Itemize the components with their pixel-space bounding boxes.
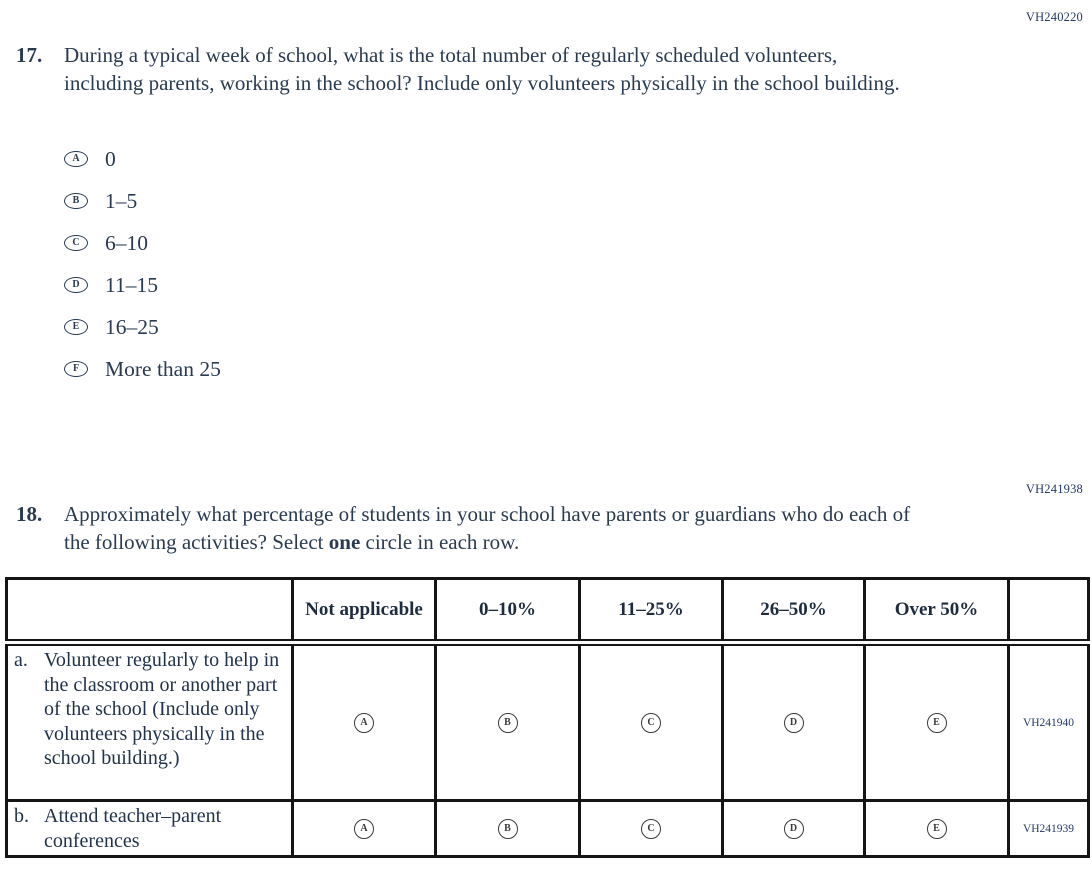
bubble-letter: A [360, 717, 368, 728]
row-a-cell-not-applicable [293, 643, 436, 801]
row-b-stub [7, 801, 293, 857]
answer-bubble-e[interactable] [64, 319, 88, 335]
bubble-letter: B [504, 823, 511, 834]
option-d-label: 11–15 [105, 272, 158, 297]
row-b-bubble-d[interactable] [784, 819, 804, 839]
question-18-text [64, 500, 926, 556]
row-a-bubble-b[interactable] [498, 713, 518, 733]
header-code-empty [1009, 579, 1089, 643]
question-18-bold-word: one [328, 530, 361, 554]
bubble-letter: C [647, 823, 655, 834]
option-b [64, 180, 221, 222]
option-a-label: 0 [105, 146, 116, 171]
bubble-letter: E [72, 321, 80, 332]
answer-bubble-f[interactable] [64, 361, 88, 377]
bubble-letter: B [72, 195, 80, 206]
question-17-options [64, 138, 221, 390]
bubble-letter: A [72, 153, 80, 164]
row-b-label: Attend teacher–parent conferences [44, 805, 222, 852]
row-a-cell-over-50 [865, 643, 1009, 801]
row-b-cell-0-10 [436, 801, 580, 857]
answer-bubble-d[interactable] [64, 277, 88, 293]
header-0-10: 0–10% [436, 579, 580, 643]
option-b-label: 1–5 [105, 188, 138, 213]
option-f-label: More than 25 [105, 356, 221, 381]
question-17 [16, 41, 916, 97]
table-row-b [7, 801, 1089, 857]
bubble-letter: A [360, 823, 368, 834]
option-f [64, 348, 221, 390]
row-a-cell-0-10 [436, 643, 580, 801]
row-a-bubble-d[interactable] [784, 713, 804, 733]
bubble-letter: E [933, 717, 940, 728]
bubble-letter: D [789, 717, 798, 728]
row-a-bubble-e[interactable] [927, 713, 947, 733]
header-26-50: 26–50% [723, 579, 865, 643]
question-18-text-end: circle in each row. [360, 530, 520, 554]
option-c-label: 6–10 [105, 230, 148, 255]
option-e-label: 16–25 [105, 314, 159, 339]
bubble-letter: C [72, 237, 80, 248]
header-over-50: Over 50% [865, 579, 1009, 643]
item-code-q17: VH240220 [1025, 10, 1083, 24]
row-a-stub [7, 643, 293, 801]
row-a-bubble-a[interactable] [354, 713, 374, 733]
option-d [64, 264, 221, 306]
item-code-q18: VH241938 [1025, 482, 1083, 496]
question-17-text: During a typical week of school, what is the total number of regularly scheduled volunteers, including parents, working in the school? Include only volunteers physically in the school building. [64, 43, 900, 95]
question-18-matrix-table [5, 577, 1090, 858]
option-a [64, 138, 221, 180]
answer-bubble-b[interactable] [64, 193, 88, 209]
header-stub-empty [7, 579, 293, 643]
row-b-bubble-a[interactable] [354, 819, 374, 839]
bubble-letter: C [647, 717, 655, 728]
header-row [7, 579, 1089, 643]
bubble-letter: F [72, 363, 80, 374]
row-b-item-code: VH241939 [1009, 801, 1089, 857]
header-11-25: 11–25% [580, 579, 723, 643]
row-a-label: Volunteer regularly to help in the classroom or another part of the school (Include only volunteers physically in the school building.) [44, 649, 280, 769]
option-c [64, 222, 221, 264]
answer-bubble-a[interactable] [64, 151, 88, 167]
question-17-number: 17. [16, 43, 43, 67]
bubble-letter: B [504, 717, 511, 728]
option-e [64, 306, 221, 348]
row-a-bubble-c[interactable] [641, 713, 661, 733]
bubble-letter: D [72, 279, 80, 290]
row-b-bubble-b[interactable] [498, 819, 518, 839]
row-b-cell-not-applicable [293, 801, 436, 857]
row-a-item-code: VH241940 [1009, 643, 1089, 801]
answer-bubble-c[interactable] [64, 235, 88, 251]
row-b-cell-11-25 [580, 801, 723, 857]
bubble-letter: E [933, 823, 940, 834]
row-b-cell-26-50 [723, 801, 865, 857]
header-not-applicable: Not applicable [293, 579, 436, 643]
row-b-bubble-c[interactable] [641, 819, 661, 839]
row-b-id: b. [14, 805, 29, 827]
question-18-text-start: Approximately what percentage of students in your school have parents or guardians who do each of the following activities? Select [64, 502, 911, 554]
row-a-id: a. [14, 649, 28, 671]
row-a-cell-11-25 [580, 643, 723, 801]
question-18-number: 18. [16, 502, 43, 526]
row-b-cell-over-50 [865, 801, 1009, 857]
bubble-letter: D [789, 823, 798, 834]
row-a-cell-26-50 [723, 643, 865, 801]
row-b-bubble-e[interactable] [927, 819, 947, 839]
question-18 [16, 500, 936, 556]
table-row-a [7, 643, 1089, 801]
